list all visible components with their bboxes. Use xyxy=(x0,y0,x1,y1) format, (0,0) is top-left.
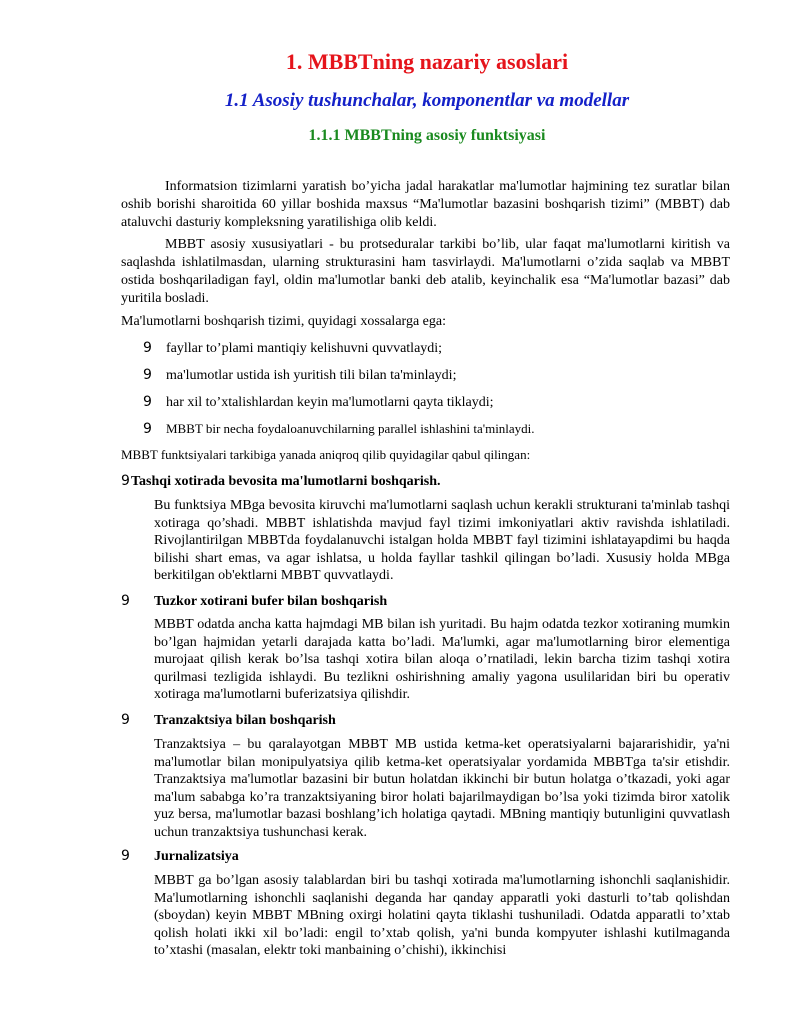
section-heading xyxy=(121,472,441,491)
check-bullet-icon: 9 xyxy=(143,340,152,356)
check-bullet-icon: 9 xyxy=(121,473,130,489)
property-text: fayllar to’plami mantiqiy kelishuvni quvvatlaydi; xyxy=(166,341,443,356)
property-item xyxy=(143,420,535,439)
intro-paragraph-2: MBBT asosiy xususiyatlari - bu protseduralar tarkibi bo’lib, ular faqat ma'lumotlarni kiritish va saqlashda ishlatilmasdan, ularning strukturasini ham tasvirlaydi. Ma'lumotlarni o’zida saqlab va MBBT ostida boshqariladigan fayl, oldin ma'lumotlar banki deb atalib, keyinchalik esa “Ma'lumotlar bazasi” dab yuritila bosladi. xyxy=(121,237,730,306)
property-item xyxy=(143,366,456,385)
section-body: Tranzaktsiya – bu qaralayotgan MBBT MB ustida ketma-ket operatsiyalarni bajararishidir, ya'ni ma'lumotlar bilan monipulyatsiya qilib ketma-ket operatsiyalar yordamida MBBTga ta'sir etishdir. Tranzaktsiya ma'lumotlar bazasini bir butun holatdan ikkinchi bir butun holatga o’tkazadi, yoki agar ma'lum sababga ko’ra tranzaktsiyaning biror holati bajarilmaydigan bo’lsa yoki tizimda biror xatolik yuz bersa, ma'lumotlar bazasi boshlang’ich holatiga qaytadi. MBning mantiqiy butunligini quvvatlash uchun tranzaktsiya tushunchasi kerak. xyxy=(154,737,730,840)
section-heading-text: Tuzkor xotirani bufer bilan boshqarish xyxy=(154,594,388,609)
section-heading-text: Tashqi xotirada bevosita ma'lumotlarni boshqarish. xyxy=(131,474,441,489)
check-bullet-icon: 9 xyxy=(143,421,152,437)
section-body: MBBT ga bo’lgan asosiy talablardan biri bu tashqi xotirada ma'lumotlarning ishonchli saqlanishidir. Ma'lumotlarning ishonchli saqlanishi deganda har qanday apparatli yoki dasturli to’tab qolishdan (sboydan) keyin MBBT MBning oxirgi holatini qayta tiklashi tushuniladi. Odatda apparatli to’xtab qolish holati ikki xil bo’ladi: engil to’xtab qolish, ya'ni bunda kompyuter ishlashi kutilmaganda to’xtashi (masalan, elektr toki manbaining o’chishi), ikkinchisi xyxy=(154,873,730,958)
section-heading xyxy=(121,711,336,730)
check-bullet-icon: 9 xyxy=(121,848,130,864)
property-text: har xil to’xtalishlardan keyin ma'lumotlarni qayta tiklaydi; xyxy=(166,395,494,410)
check-bullet-icon: 9 xyxy=(121,593,130,609)
check-bullet-icon: 9 xyxy=(121,712,130,728)
property-text: MBBT bir necha foydaloanuvchilarning parallel ishlashini ta'minlaydi. xyxy=(166,421,535,436)
functions-intro: MBBT funktsiyalari tarkibiga yanada aniqroq qilib quyidagilar qabul qilingan: xyxy=(121,447,531,462)
property-item xyxy=(143,339,442,358)
section-body: MBBT odatda ancha katta hajmdagi MB bilan ish yuritadi. Bu hajm odatda tezkor xotiraning mumkin bo’lgan hajmidan yetarli darajada katta bo’ladi. Ma'lumki, agar ma'lumotlarning biror elementiga murojaat qilish kerak bo’lsa tashqi xotira bilan aloqa o’rnatiladi, lekin barcha tizim tashqi xotira qurilmasi tezligida ishlaydi. Bu tezlikni oshirishning amaliy yagona usulilaridan biri bu operativ xotiraga ma'lumotlarni buferizatsiya qilishdir. xyxy=(154,617,730,702)
subsection-title: 1.1.1 MBBTning asosiy funktsiyasi xyxy=(308,127,546,144)
section-title: 1.1 Asosiy tushunchalar, komponentlar va modellar xyxy=(224,90,630,111)
property-item xyxy=(143,393,494,412)
intro-paragraph-1: Informatsion tizimlarni yaratish bo’yicha jadal harakatlar ma'lumotlar hajmining tez suratlar bilan oshib borishi sharoitida 60 yillar boshida maxsus “Ma'lumotlar bazasini boshqarish tizimi” (MBBT) dab ataluvchi dasturiy kompleksning yaratilishiga olib keldi. xyxy=(121,179,730,230)
section-heading xyxy=(121,592,387,611)
section-heading-text: Jurnalizatsiya xyxy=(154,849,239,864)
properties-intro: Ma'lumotlarni boshqarish tizimi, quyidagi xossalarga ega: xyxy=(121,314,446,329)
section-heading xyxy=(121,847,239,866)
check-bullet-icon: 9 xyxy=(143,394,152,410)
check-bullet-icon: 9 xyxy=(143,367,152,383)
section-heading-text: Tranzaktsiya bilan boshqarish xyxy=(154,713,336,728)
property-text: ma'lumotlar ustida ish yuritish tili bilan ta'minlaydi; xyxy=(166,368,457,383)
chapter-title: 1. MBBTning nazariy asoslari xyxy=(285,49,569,74)
section-body: Bu funktsiya MBga bevosita kiruvchi ma'lumotlarni saqlash uchun kerakli strukturani ta'minlab tashqi xotiraga qo’shadi. MBBT ishlatishda mavjud fayl tizimi imkoniyatlari aktiv ravishda ishlatiladi. Rivojlantirilgan MBBTda foydalanuvchi istalgan holda MBBT fayl tizimini ishlatayapdimi bu haqda bilishi shart emas, va agar ishlatsa, u holda fayllar tashkil qilingan bo’ladi. Xususiy holda MBga berkitilgan ob'ektlarni MBBT quvvatlaydi. xyxy=(154,498,730,583)
